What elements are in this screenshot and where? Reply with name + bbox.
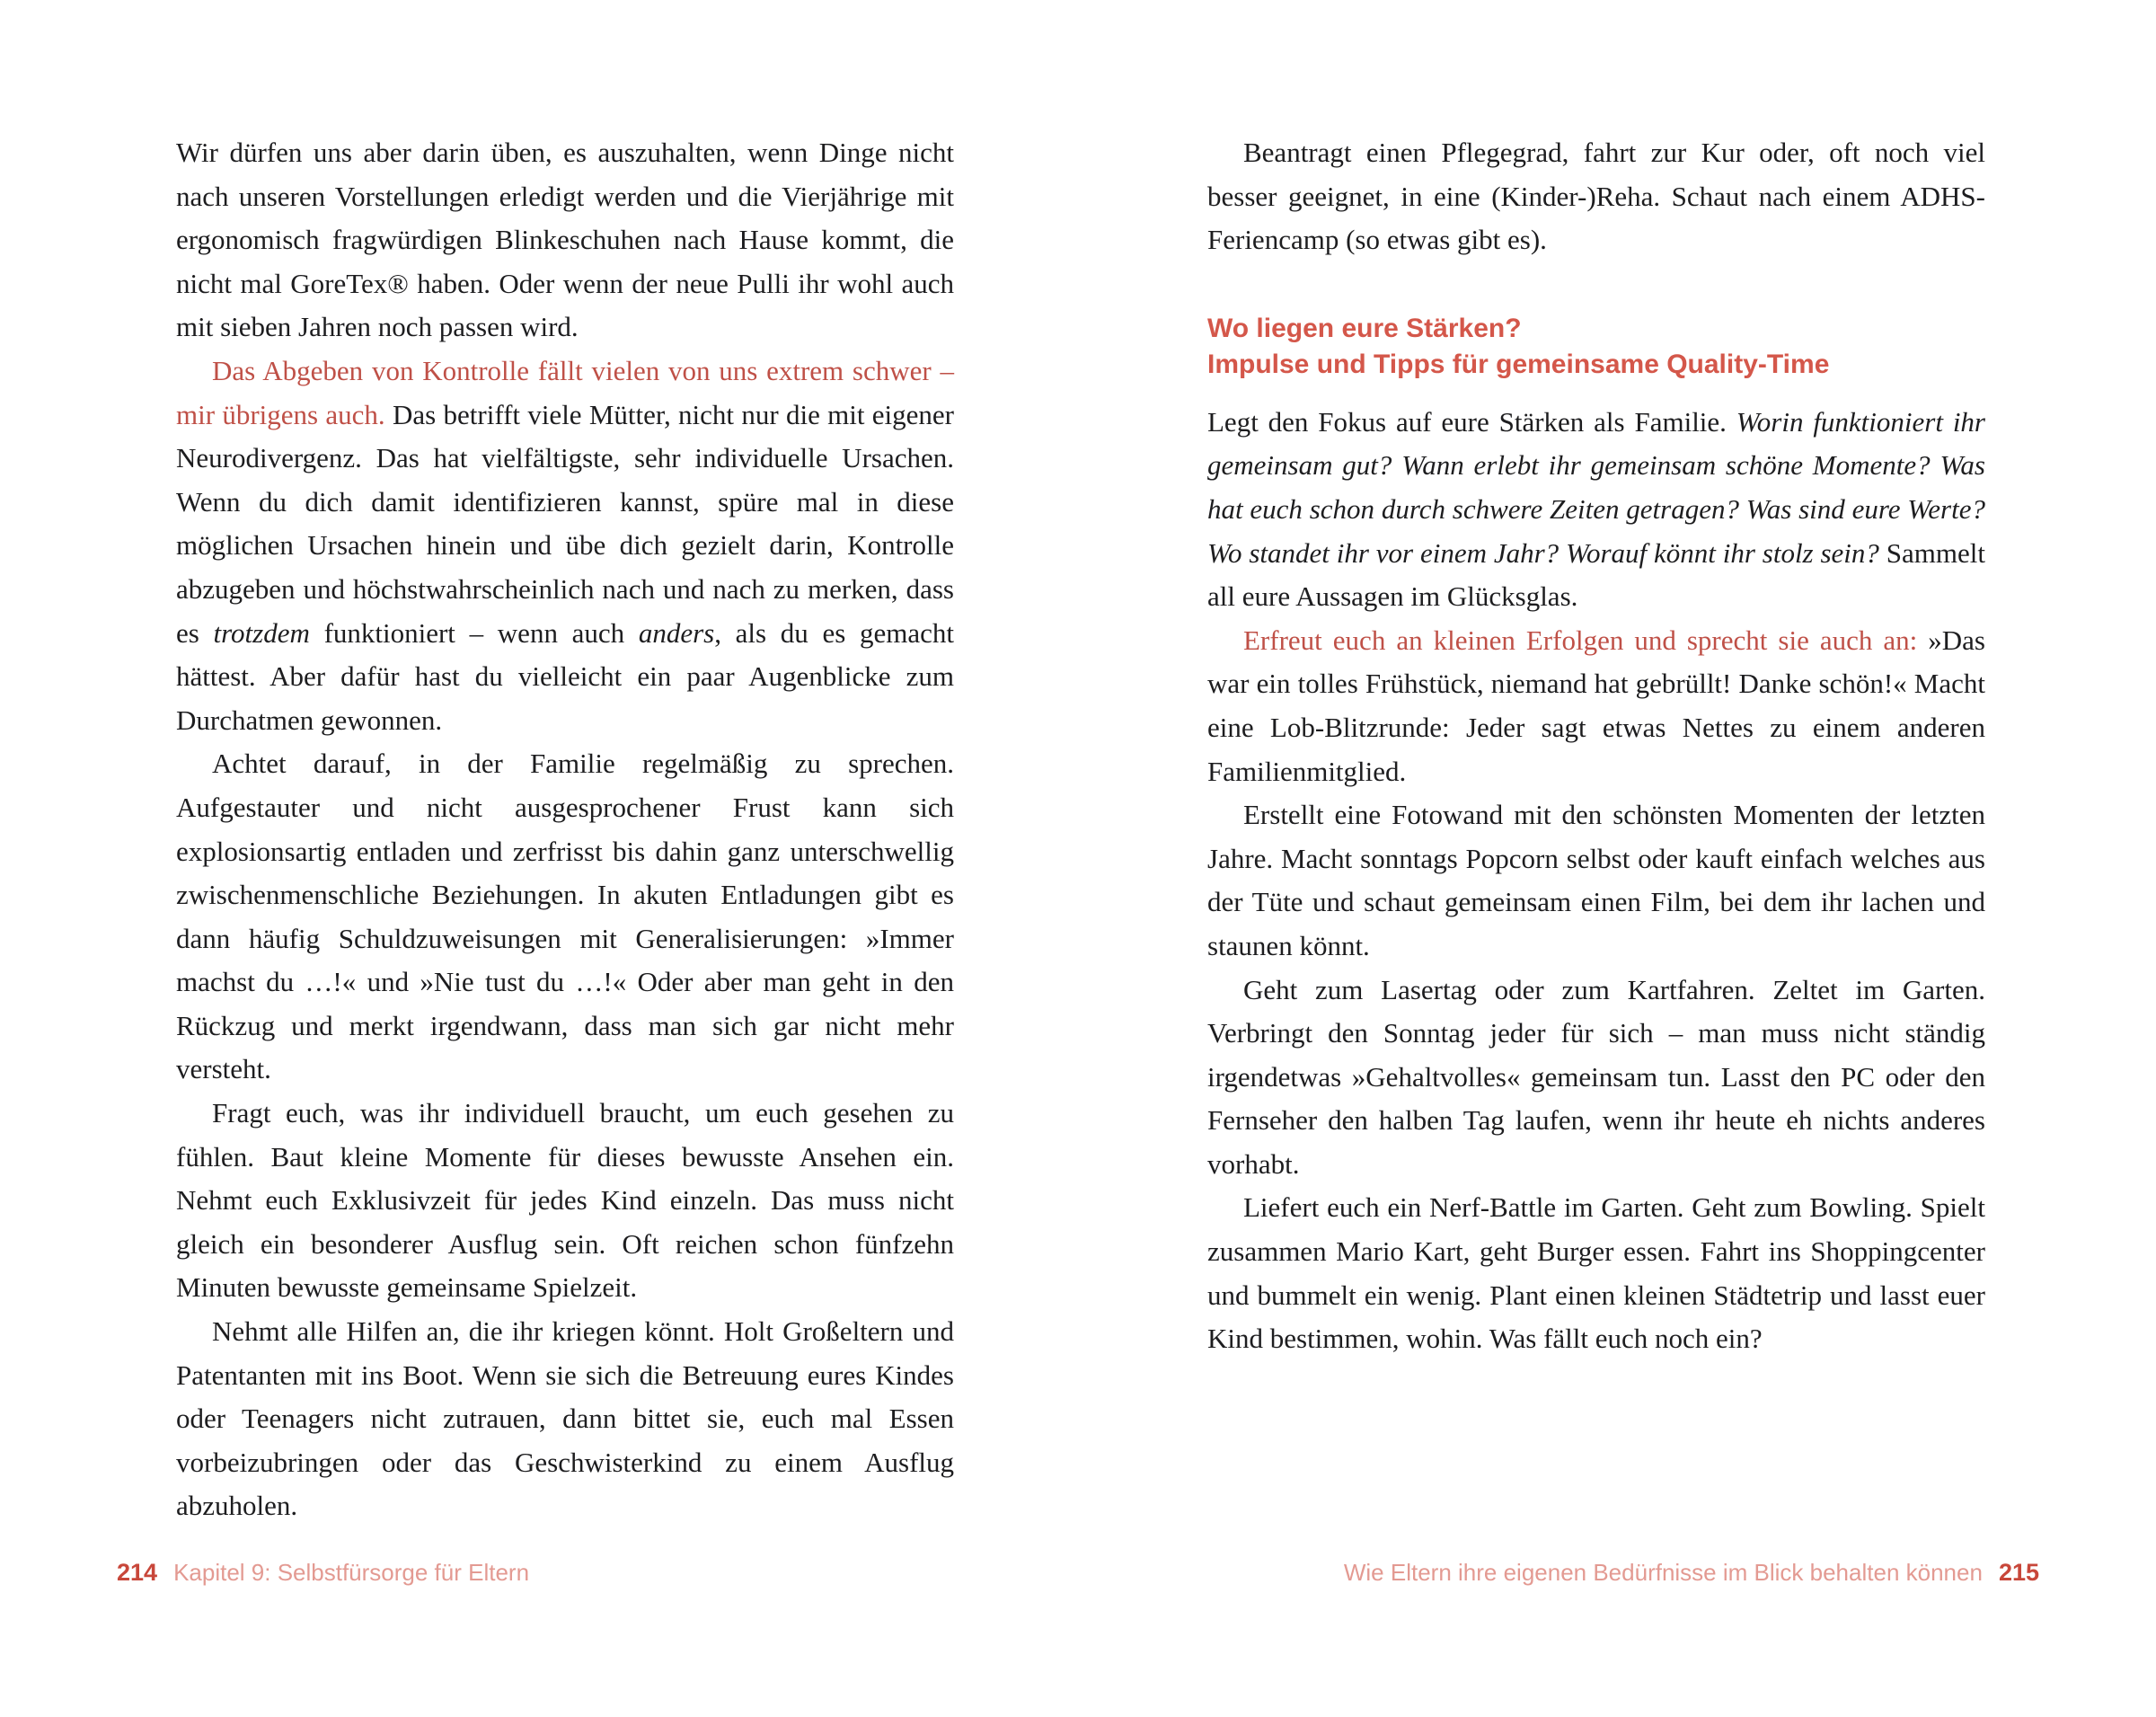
- text-segment-normal: Erstellt eine Fotowand mit den schönsten Momenten der letzten Jahre. Macht sonntags Popcorn selbst oder kauft einfach welches aus der Tüte und schaut gemeinsam einen Film, bei dem ihr lachen und staunen könnt.: [1207, 799, 1985, 961]
- text-segment-normal: Nehmt alle Hilfen an, die ihr kriegen könnt. Holt Großeltern und Patentanten mit ins Boot. Wenn sie sich die Betreuung eures Kindes oder Teenagers nicht zutrauen, dann bittet sie, euch mal Essen vorbeizubringen oder das Geschwisterkind zu einem Ausflug abzuholen.: [176, 1315, 954, 1522]
- text-segment-normal: Beantragt einen Pflegegrad, fahrt zur Kur oder, oft noch viel besser geeignet, in eine (Kinder-)Reha. Schaut nach einem ADHS-Feriencamp (so etwas gibt es).: [1207, 137, 1985, 256]
- paragraph: [1207, 793, 1985, 968]
- running-footer-right: Wie Eltern ihre eigenen Bedürfnisse im Blick behalten können: [1343, 1559, 1983, 1586]
- text-segment-normal: , als du es gemacht hättest. Aber dafür hast du vielleicht ein paar Augenblicke zum Durchatmen gewonnen.: [176, 616, 954, 736]
- text-segment-normal: Achtet darauf, in der Familie regelmäßig zu sprechen. Aufgestauter und nicht ausgesprochener Frust kann sich explosionsartig entladen und zerfrisst bis dahin ganz unterschwellig zwischenmenschliche Beziehungen. In akuten Entladungen gibt es dann häufig Schuldzuweisungen mit Generalisierungen: »Immer machst du …!« und »Nie tust du …!« Oder aber man geht in den Rückzug und merkt irgendwann, dass man sich gar nicht mehr versteht.: [176, 748, 954, 1085]
- text-segment-normal: Fragt euch, was ihr individuell braucht, um euch gesehen zu fühlen. Baut kleine Momente für dieses bewusste Ansehen ein. Nehmt euch Exklusivzeit für jedes Kind einzeln. Das muss nicht gleich ein besonderer Ausflug sein. Oft reichen schon fünfzehn Minuten bewusste gemeinsame Spielzeit.: [176, 1097, 954, 1304]
- paragraph: [176, 742, 954, 1092]
- paragraph: [176, 350, 954, 742]
- page-left-footer: [117, 1559, 529, 1587]
- text-segment-italic: trotzdem: [213, 616, 310, 649]
- paragraph: [176, 1310, 954, 1528]
- section-heading: Wo liegen eure Stärken? Impulse und Tipps für gemeinsame Quality-Time: [1207, 313, 1830, 379]
- text-segment-accent: Erfreut euch an kleinen Erfolgen und sprecht sie auch an:: [1243, 624, 1918, 656]
- page-right-text-column: [1207, 131, 1985, 1361]
- paragraph: [176, 1092, 954, 1310]
- text-segment-normal: Sammelt all eure Aussagen im Glücksglas.: [1207, 536, 1985, 613]
- paragraph: [1207, 619, 1985, 793]
- text-segment-italic: Worin funktioniert ihr gemeinsam gut? Wann erlebt ihr gemeinsam schöne Momente? Was hat euch schon durch schwere Zeiten getragen? Was sind eure Werte? Wo standet ihr vor einem Jahr? Worauf könnt ihr stolz sein?: [1207, 405, 1985, 569]
- text-segment-normal: »Das war ein tolles Frühstück, niemand hat gebrüllt! Danke schön!« Macht eine Lob-Blitzrunde: Jeder sagt etwas Nettes zu einem anderen Familienmitglied.: [1207, 624, 1985, 787]
- paragraph: [1207, 401, 1985, 619]
- page-right-footer: [1344, 1559, 2039, 1587]
- text-segment-normal: Geht zum Lasertag oder zum Kartfahren. Zeltet im Garten. Verbringt den Sonntag jeder für sich – man muss nicht ständig irgendetwas »Gehaltvolles« gemeinsam tun. Lasst den PC oder den Fernseher den halben Tag laufen, wenn ihr heute eh nichts anderes vorhabt.: [1207, 973, 1985, 1180]
- page-number-left: 214: [117, 1559, 158, 1586]
- text-segment-normal: Liefert euch ein Nerf-Battle im Garten. Geht zum Bowling. Spielt zusammen Mario Kart, geht Burger essen. Fahrt ins Shoppingcenter und bummelt ein wenig. Plant einen kleinen Städtetrip und lasst euer Kind bestimmen, wohin. Was fällt euch noch ein?: [1207, 1191, 1985, 1355]
- page-number-right: 215: [1998, 1559, 2039, 1586]
- paragraph: [1207, 969, 1985, 1187]
- text-segment-normal: Legt den Fokus auf eure Stärken als Familie.: [1207, 405, 1736, 438]
- page-left-text-column: [176, 131, 954, 1528]
- page-right: [1078, 0, 2156, 1717]
- paragraph: [1207, 1186, 1985, 1360]
- text-segment-normal: funktioniert – wenn auch: [309, 616, 639, 649]
- running-footer-left: Kapitel 9: Selbstfürsorge für Eltern: [173, 1559, 530, 1586]
- text-segment-normal: Das betrifft viele Mütter, nicht nur die mit eigener Neurodivergenz. Das hat vielfältigste, sehr individuelle Ursachen. Wenn du dich damit identifizieren kannst, spüre mal in diese möglichen Ursachen hinein und übe dich gezielt darin, Kontrolle abzugeben und höchstwahrscheinlich nach und nach zu merken, dass es: [176, 398, 954, 649]
- text-segment-normal: Wir dürfen uns aber darin üben, es auszuhalten, wenn Dinge nicht nach unseren Vorstellungen erledigt werden und die Vierjährige mit ergonomisch fragwürdigen Blinkeschuhen nach Hause kommt, die nicht mal GoreTex® haben. Oder wenn der neue Pulli ihr wohl auch mit sieben Jahren noch passen wird.: [176, 137, 954, 343]
- paragraph: [176, 131, 954, 350]
- text-segment-accent: Das Abgeben von Kontrolle fällt vielen von uns extrem schwer – mir übrigens auch.: [176, 354, 954, 430]
- text-segment-italic: anders: [638, 616, 715, 649]
- paragraph: [1207, 131, 1985, 262]
